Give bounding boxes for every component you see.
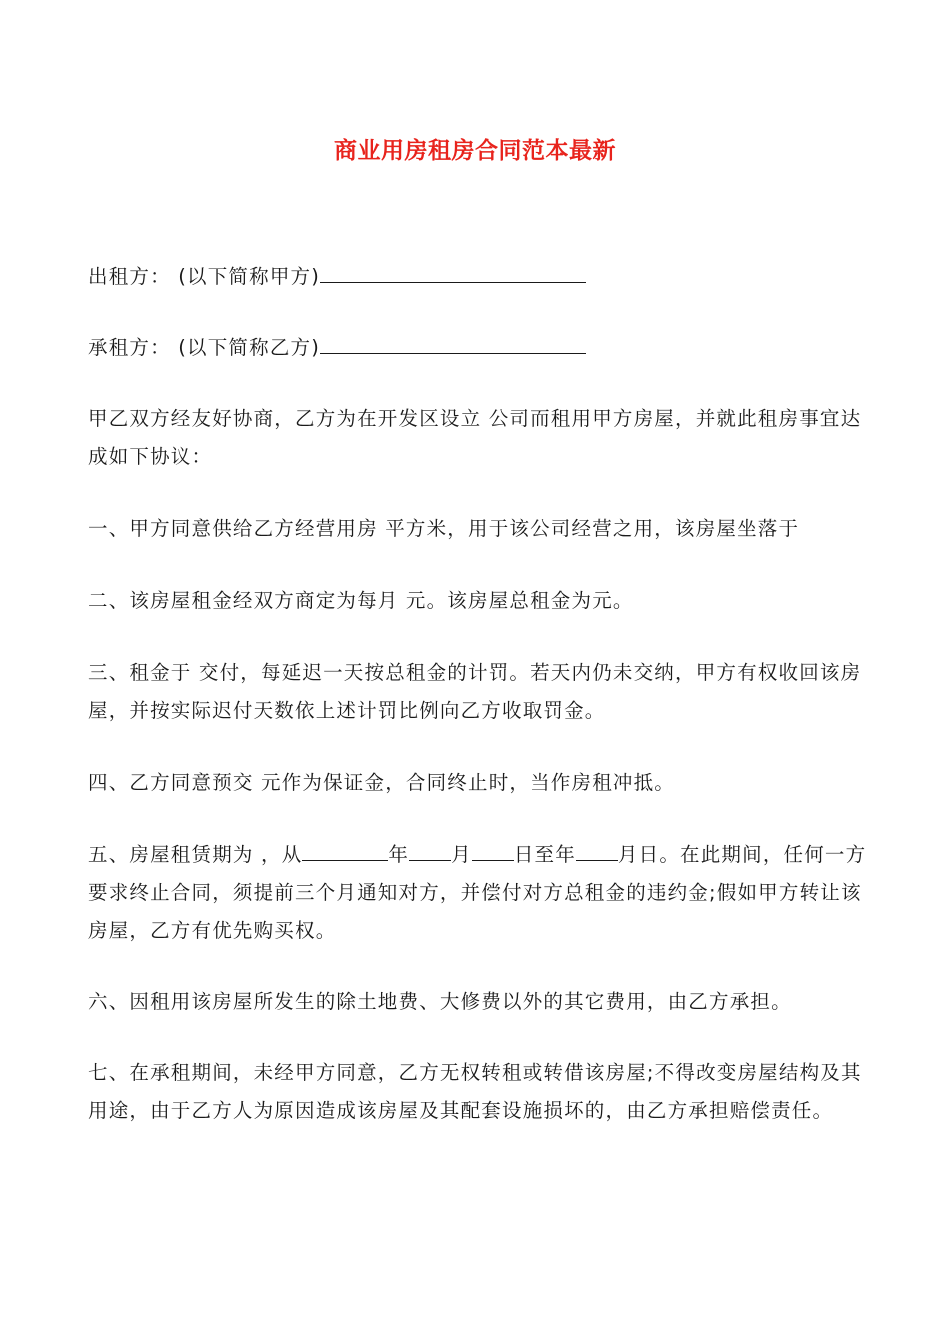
clause-1: 一、甲方同意供给乙方经营用房 平方米，用于该公司经营之用，该房屋坐落于 — [88, 517, 800, 540]
clause-6: 六、因租用该房屋所发生的除土地费、大修费以外的其它费用，由乙方承担。 — [88, 990, 792, 1013]
intro-paragraph: 甲乙双方经友好协商，乙方为在开发区设立 公司而租用甲方房屋，并就此租房事宜达成如下协议： — [88, 407, 862, 468]
lessee-label: 承租方： — [88, 336, 171, 359]
clause-5 — [88, 836, 868, 950]
end-month-blank — [576, 838, 618, 861]
clause-2: 二、该房屋租金经双方商定为每月 元。该房屋总租金为元。 — [88, 589, 634, 612]
lessor-line — [88, 258, 868, 296]
month-blank — [409, 838, 451, 861]
document-title: 商业用房租房合同范本最新 — [334, 138, 616, 164]
clause-5-part1: 五、房屋租赁期为 ，从 — [88, 843, 303, 866]
clause-4: 四、乙方同意预交 元作为保证金，合同终止时，当作房租冲抵。 — [88, 771, 675, 794]
day-blank — [472, 838, 514, 861]
lessee-blank — [320, 331, 586, 354]
clause-3: 三、租金于 交付，每延迟一天按总租金的计罚。若天内仍未交纳，甲方有权收回该房屋，并按实际迟付天数依上述计罚比例向乙方收取罚金。 — [88, 661, 862, 722]
year-blank — [302, 838, 388, 861]
lessor-note: (以下简称甲方) — [178, 265, 321, 288]
clause-5-part3: 月 — [451, 843, 472, 866]
clause-5-part2: 年 — [388, 843, 410, 866]
clause-5-part5: 月日。在此期间，任何一方要求终止合同，须提前三个月通知对方，并偿付对方总租金的违约金;假如甲方转让该房屋，乙方有优先购买权。 — [88, 843, 867, 942]
clause-7: 七、在承租期间，未经甲方同意，乙方无权转租或转借该房屋;不得改变房屋结构及其用途，由于乙方人为原因造成该房屋及其配套设施损坏的，由乙方承担赔偿责任。 — [88, 1061, 862, 1122]
lessee-note: (以下简称乙方) — [178, 336, 321, 359]
lessor-label: 出租方： — [88, 265, 171, 288]
lessor-blank — [320, 260, 586, 283]
clause-5-part4: 日至年 — [513, 843, 576, 866]
lessee-line — [88, 329, 868, 367]
